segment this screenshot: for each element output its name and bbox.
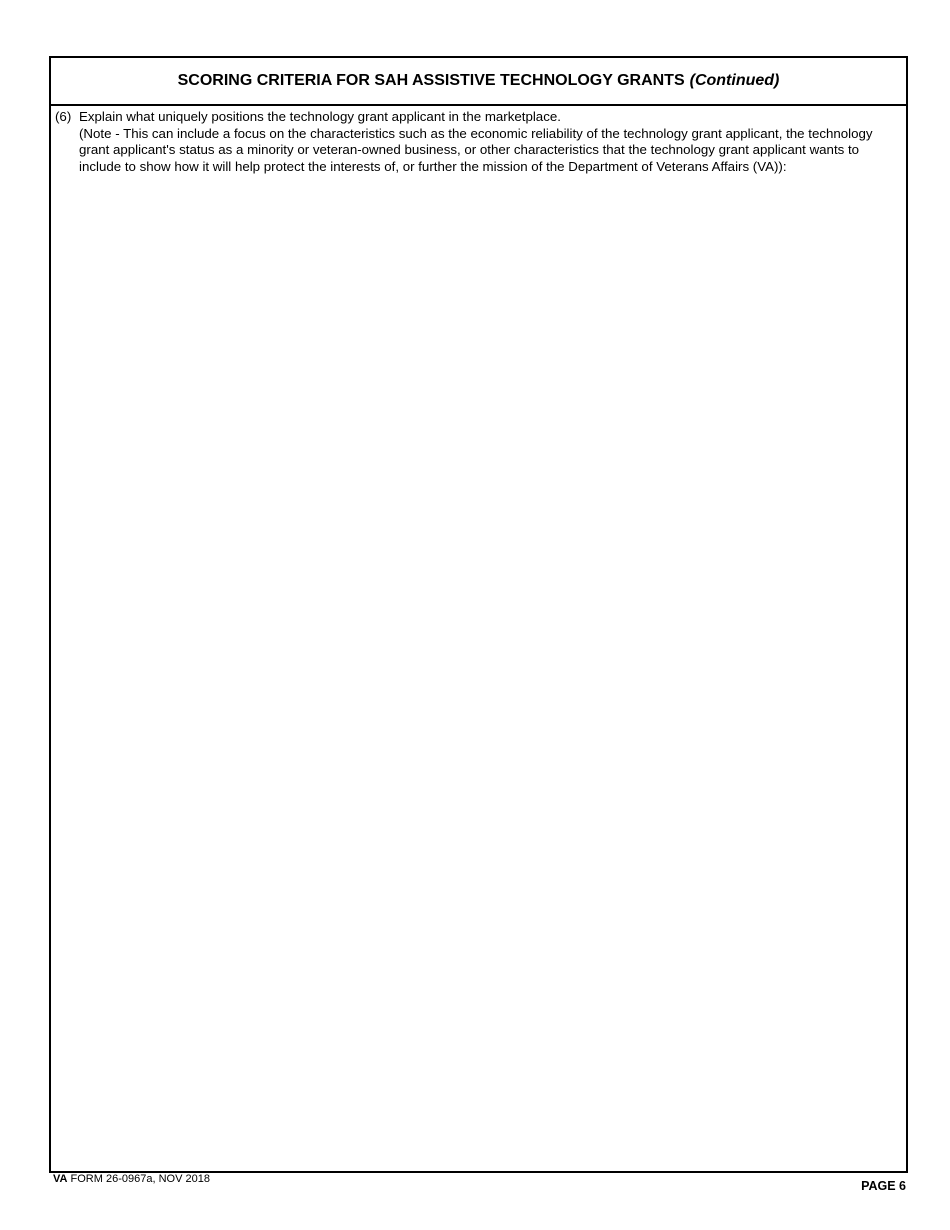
question-6 (55, 109, 875, 176)
answer-field[interactable] (55, 198, 904, 1167)
form-number: FORM 26-0967a, NOV 2018 (70, 1173, 210, 1185)
form-frame (49, 56, 908, 1173)
form-header (51, 58, 906, 106)
form-title-suffix: (Continued) (689, 72, 780, 89)
page-number: PAGE 6 (861, 1179, 906, 1193)
form-title: SCORING CRITERIA FOR SAH ASSISTIVE TECHNOLOGY GRANTS (177, 72, 685, 89)
form-prefix: VA (53, 1173, 68, 1185)
form-id (53, 1173, 210, 1185)
question-number: (6) (55, 109, 72, 124)
question-note: (Note - This can include a focus on the characteristics such as the economic reliability of the technology grant applicant, the technology grant applicant's status as a minority or veteran-owned business, or other characteristics that the technology grant applicant wants to include to show how it will help protect the interests of, or further the mission of the Department of Veterans Affairs (VA)): (79, 125, 873, 175)
question-text: Explain what uniquely positions the technology grant applicant in the marketplace. (79, 109, 561, 124)
